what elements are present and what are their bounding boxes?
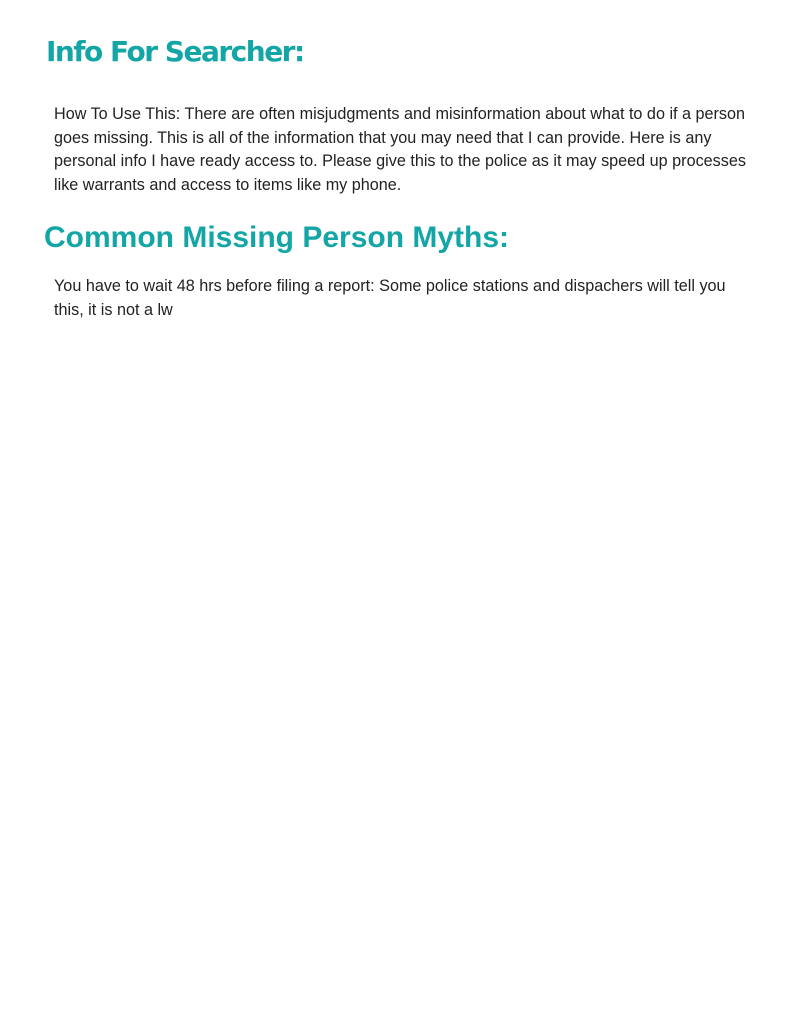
myths-section-heading: Common Missing Person Myths: — [44, 221, 510, 254]
myth-paragraph: You have to wait 48 hrs before filing a report: Some police stations and dispachers will tell you this, it is not a lw — [54, 277, 726, 319]
page-title: Info For Searcher: — [46, 35, 304, 68]
intro-paragraph: How To Use This: There are often misjudgments and misinformation about what to do if a person goes missing. This is all of the information that you may need that I can provide. Here is any personal info I have ready access to. Please give this to the police as it may speed up processes like warrants and access to items like my phone. — [54, 105, 746, 194]
